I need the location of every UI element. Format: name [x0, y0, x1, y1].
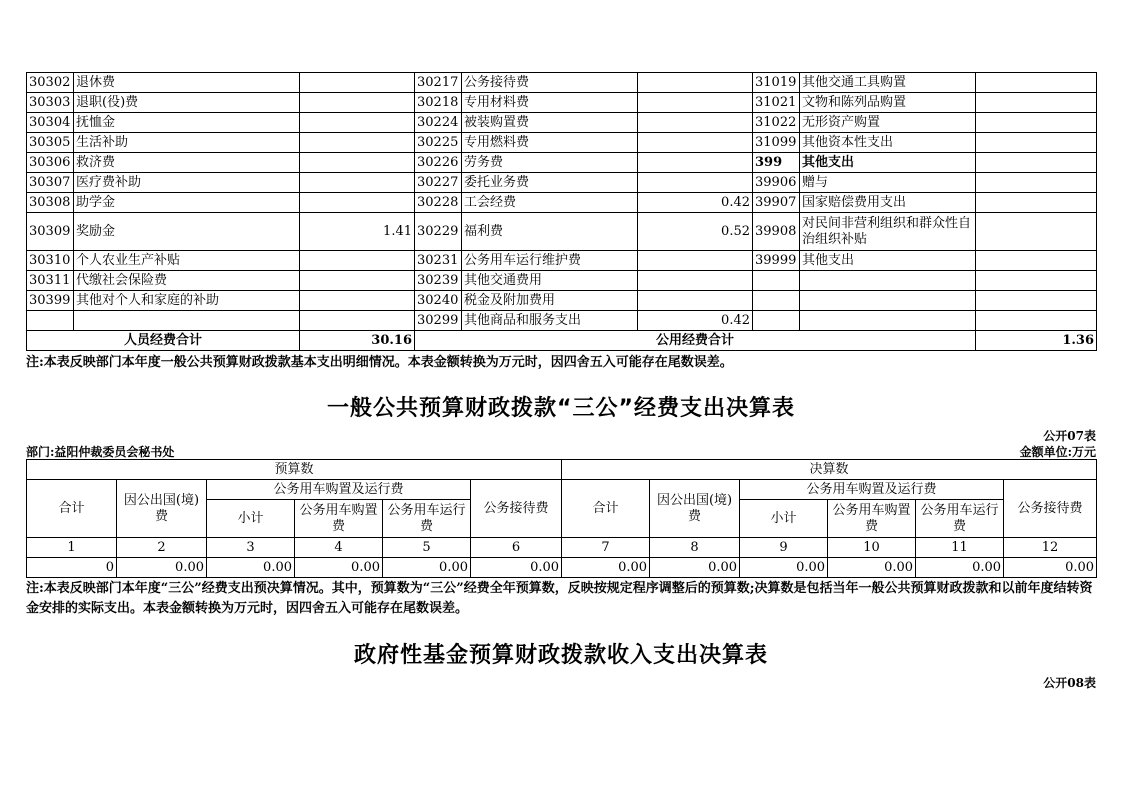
item-code: 30302: [27, 73, 74, 93]
item-code: 30226: [415, 153, 462, 173]
item-amount: [300, 271, 415, 291]
item-name: 医疗费补助: [74, 173, 300, 193]
budget-header: 预算数: [27, 460, 562, 480]
personnel-total-label: 人员经费合计: [27, 331, 300, 351]
final-subtotal-header: 小计: [740, 500, 828, 538]
table-row: [27, 93, 1097, 113]
item-code: 30239: [415, 271, 462, 291]
item-amount: [976, 133, 1097, 153]
item-code: 31021: [753, 93, 800, 113]
item-amount: [976, 93, 1097, 113]
sangong-form-row-1: [26, 427, 1096, 443]
final-abroad-header: 因公出国(境)费: [650, 480, 740, 538]
item-name: 生活补助: [74, 133, 300, 153]
item-name: 抚恤金: [74, 113, 300, 133]
column-value: 0.00: [740, 558, 828, 578]
budget-car-group-header: 公务用车购置及运行费: [207, 480, 471, 500]
table-row: [27, 311, 1097, 331]
item-amount: [976, 291, 1097, 311]
item-name: 救济费: [74, 153, 300, 173]
detail-table-note: 注:本表反映部门本年度一般公共预算财政拨款基本支出明细情况。本表金额转换为万元时，因四舍五入可能存在尾数误差。: [26, 355, 733, 370]
item-amount: 1.41: [300, 213, 415, 251]
values-row: [27, 558, 1097, 578]
item-name: 文物和陈列品购置: [800, 93, 976, 113]
item-name: 劳务费: [462, 153, 638, 173]
item-name: [800, 311, 976, 331]
sangong-table-note: 注:本表反映部门本年度“三公”经费支出预决算情况。其中，预算数为“三公”经费全年预算数，反映按规定程序调整后的预算数;决算数是包括当年一般公共预算财政拨款和以前年度结转资金安排的实际支出。本表金额转换为万元时，因四舍五入可能存在尾数误差。: [26, 581, 1093, 616]
item-amount: [300, 133, 415, 153]
item-code: 30309: [27, 213, 74, 251]
item-code: 30218: [415, 93, 462, 113]
item-name: 被装购置费: [462, 113, 638, 133]
item-code: 30310: [27, 251, 74, 271]
column-value: 0.00: [207, 558, 295, 578]
item-amount: [976, 153, 1097, 173]
column-number: 1: [27, 538, 117, 558]
table-row: [27, 251, 1097, 271]
table-row: [27, 291, 1097, 311]
final-reception-header: 公务接待费: [1004, 480, 1097, 538]
item-name: 奖励金: [74, 213, 300, 251]
public-total-value: 1.36: [976, 331, 1097, 351]
item-code: 30299: [415, 311, 462, 331]
item-name: 其他支出: [800, 251, 976, 271]
item-code: 31019: [753, 73, 800, 93]
table-row: [27, 113, 1097, 133]
item-amount: [638, 113, 753, 133]
item-amount: [976, 311, 1097, 331]
personnel-total-value: 30.16: [300, 331, 415, 351]
item-name: [800, 291, 976, 311]
public-total-label: 公用经费合计: [415, 331, 976, 351]
column-number: 2: [117, 538, 207, 558]
sangong-form-number: 公开07表: [1043, 429, 1096, 443]
item-name: [74, 311, 300, 331]
column-value: 0.00: [117, 558, 207, 578]
item-amount: [300, 311, 415, 331]
item-amount: [300, 251, 415, 271]
item-amount: [976, 251, 1097, 271]
item-code: 30311: [27, 271, 74, 291]
table-row: [27, 133, 1097, 153]
final-total-header: 合计: [562, 480, 650, 538]
column-value: 0.00: [562, 558, 650, 578]
item-code: 399: [753, 153, 800, 173]
item-code: 39907: [753, 193, 800, 213]
item-amount: [976, 213, 1097, 251]
item-amount: 0.52: [638, 213, 753, 251]
column-value: 0.00: [828, 558, 916, 578]
item-amount: [638, 291, 753, 311]
budget-car-purchase-header: 公务用车购置费: [295, 500, 383, 538]
item-code: 30229: [415, 213, 462, 251]
budget-car-operation-header: 公务用车运行费: [383, 500, 471, 538]
item-name: 其他支出: [800, 153, 976, 173]
item-name: [800, 271, 976, 291]
final-car-operation-header: 公务用车运行费: [916, 500, 1004, 538]
totals-row: [27, 331, 1097, 351]
item-code: 31022: [753, 113, 800, 133]
item-code: 30399: [27, 291, 74, 311]
item-amount: [300, 93, 415, 113]
budget-reception-header: 公务接待费: [471, 480, 562, 538]
amount-unit-label: 金额单位:万元: [1019, 445, 1096, 459]
item-amount: [638, 93, 753, 113]
basic-expenditure-detail-table: [26, 72, 1097, 351]
item-amount: 0.42: [638, 193, 753, 213]
table-row: [27, 213, 1097, 251]
item-amount: [300, 73, 415, 93]
item-amount: [976, 193, 1097, 213]
item-amount: [976, 173, 1097, 193]
table-row: [27, 193, 1097, 213]
item-code: 39999: [753, 251, 800, 271]
item-code: 31099: [753, 133, 800, 153]
item-name: 助学金: [74, 193, 300, 213]
column-number: 12: [1004, 538, 1097, 558]
item-amount: [638, 153, 753, 173]
sangong-title: 一般公共预算财政拨款“三公”经费支出决算表: [327, 396, 795, 421]
item-amount: 0.42: [638, 311, 753, 331]
table-row: [27, 271, 1097, 291]
column-value: 0.00: [383, 558, 471, 578]
column-number: 7: [562, 538, 650, 558]
item-name: 专用燃料费: [462, 133, 638, 153]
item-name: 退休费: [74, 73, 300, 93]
item-name: 其他交通工具购置: [800, 73, 976, 93]
column-number: 4: [295, 538, 383, 558]
column-number: 6: [471, 538, 562, 558]
item-code: 30303: [27, 93, 74, 113]
item-amount: [976, 113, 1097, 133]
item-code: 30308: [27, 193, 74, 213]
item-code: 30306: [27, 153, 74, 173]
item-code: 30227: [415, 173, 462, 193]
final-car-group-header: 公务用车购置及运行费: [740, 480, 1004, 500]
item-amount: [638, 173, 753, 193]
fund-form-number: 公开08表: [1043, 676, 1096, 690]
item-code: 30228: [415, 193, 462, 213]
budget-total-header: 合计: [27, 480, 117, 538]
column-number: 11: [916, 538, 1004, 558]
final-car-purchase-header: 公务用车购置费: [828, 500, 916, 538]
item-amount: [976, 73, 1097, 93]
item-name: 退职(役)费: [74, 93, 300, 113]
table-row: [27, 153, 1097, 173]
table-row: [27, 73, 1097, 93]
item-name: 无形资产购置: [800, 113, 976, 133]
item-name: 代缴社会保险费: [74, 271, 300, 291]
item-code: 30225: [415, 133, 462, 153]
item-amount: [300, 291, 415, 311]
item-name: 其他商品和服务支出: [462, 311, 638, 331]
item-amount: [638, 251, 753, 271]
item-amount: [638, 73, 753, 93]
item-name: 赠与: [800, 173, 976, 193]
sangong-form-row-2: [26, 443, 1096, 459]
item-name: 对民间非营利组织和群众性自治组织补贴: [800, 213, 976, 251]
column-value: 0.00: [471, 558, 562, 578]
column-number: 8: [650, 538, 740, 558]
item-code: 30217: [415, 73, 462, 93]
item-amount: [638, 133, 753, 153]
column-number: 10: [828, 538, 916, 558]
item-code: 30224: [415, 113, 462, 133]
item-name: 公务接待费: [462, 73, 638, 93]
item-code: [753, 311, 800, 331]
column-number: 5: [383, 538, 471, 558]
item-name: 其他交通费用: [462, 271, 638, 291]
budget-subtotal-header: 小计: [207, 500, 295, 538]
item-name: 专用材料费: [462, 93, 638, 113]
item-name: 国家赔偿费用支出: [800, 193, 976, 213]
column-value: 0.00: [916, 558, 1004, 578]
item-name: 公务用车运行维护费: [462, 251, 638, 271]
column-value: 0: [27, 558, 117, 578]
fund-title: 政府性基金预算财政拨款收入支出决算表: [353, 643, 768, 668]
item-name: 工会经费: [462, 193, 638, 213]
item-code: 39906: [753, 173, 800, 193]
item-code: 30240: [415, 291, 462, 311]
item-amount: [300, 173, 415, 193]
column-number: 3: [207, 538, 295, 558]
fund-form-row: [26, 674, 1096, 690]
item-code: 39908: [753, 213, 800, 251]
item-code: [753, 271, 800, 291]
item-name: 其他资本性支出: [800, 133, 976, 153]
page: [26, 72, 1096, 690]
column-number: 9: [740, 538, 828, 558]
item-name: 个人农业生产补贴: [74, 251, 300, 271]
column-value: 0.00: [295, 558, 383, 578]
item-code: [753, 291, 800, 311]
column-value: 0.00: [650, 558, 740, 578]
item-code: 30305: [27, 133, 74, 153]
item-code: [27, 311, 74, 331]
item-code: 30307: [27, 173, 74, 193]
column-number-row: [27, 538, 1097, 558]
item-amount: [638, 271, 753, 291]
item-amount: [300, 153, 415, 173]
column-value: 0.00: [1004, 558, 1097, 578]
item-name: 税金及附加费用: [462, 291, 638, 311]
table-row: [27, 173, 1097, 193]
budget-abroad-header: 因公出国(境)费: [117, 480, 207, 538]
item-name: 福利费: [462, 213, 638, 251]
item-code: 30231: [415, 251, 462, 271]
item-amount: [300, 193, 415, 213]
final-header: 决算数: [562, 460, 1097, 480]
item-amount: [300, 113, 415, 133]
department-label: 部门:益阳仲裁委员会秘书处: [26, 445, 175, 459]
sangong-expenditure-table: [26, 459, 1097, 578]
item-name: 其他对个人和家庭的补助: [74, 291, 300, 311]
item-amount: [976, 271, 1097, 291]
item-code: 30304: [27, 113, 74, 133]
item-name: 委托业务费: [462, 173, 638, 193]
